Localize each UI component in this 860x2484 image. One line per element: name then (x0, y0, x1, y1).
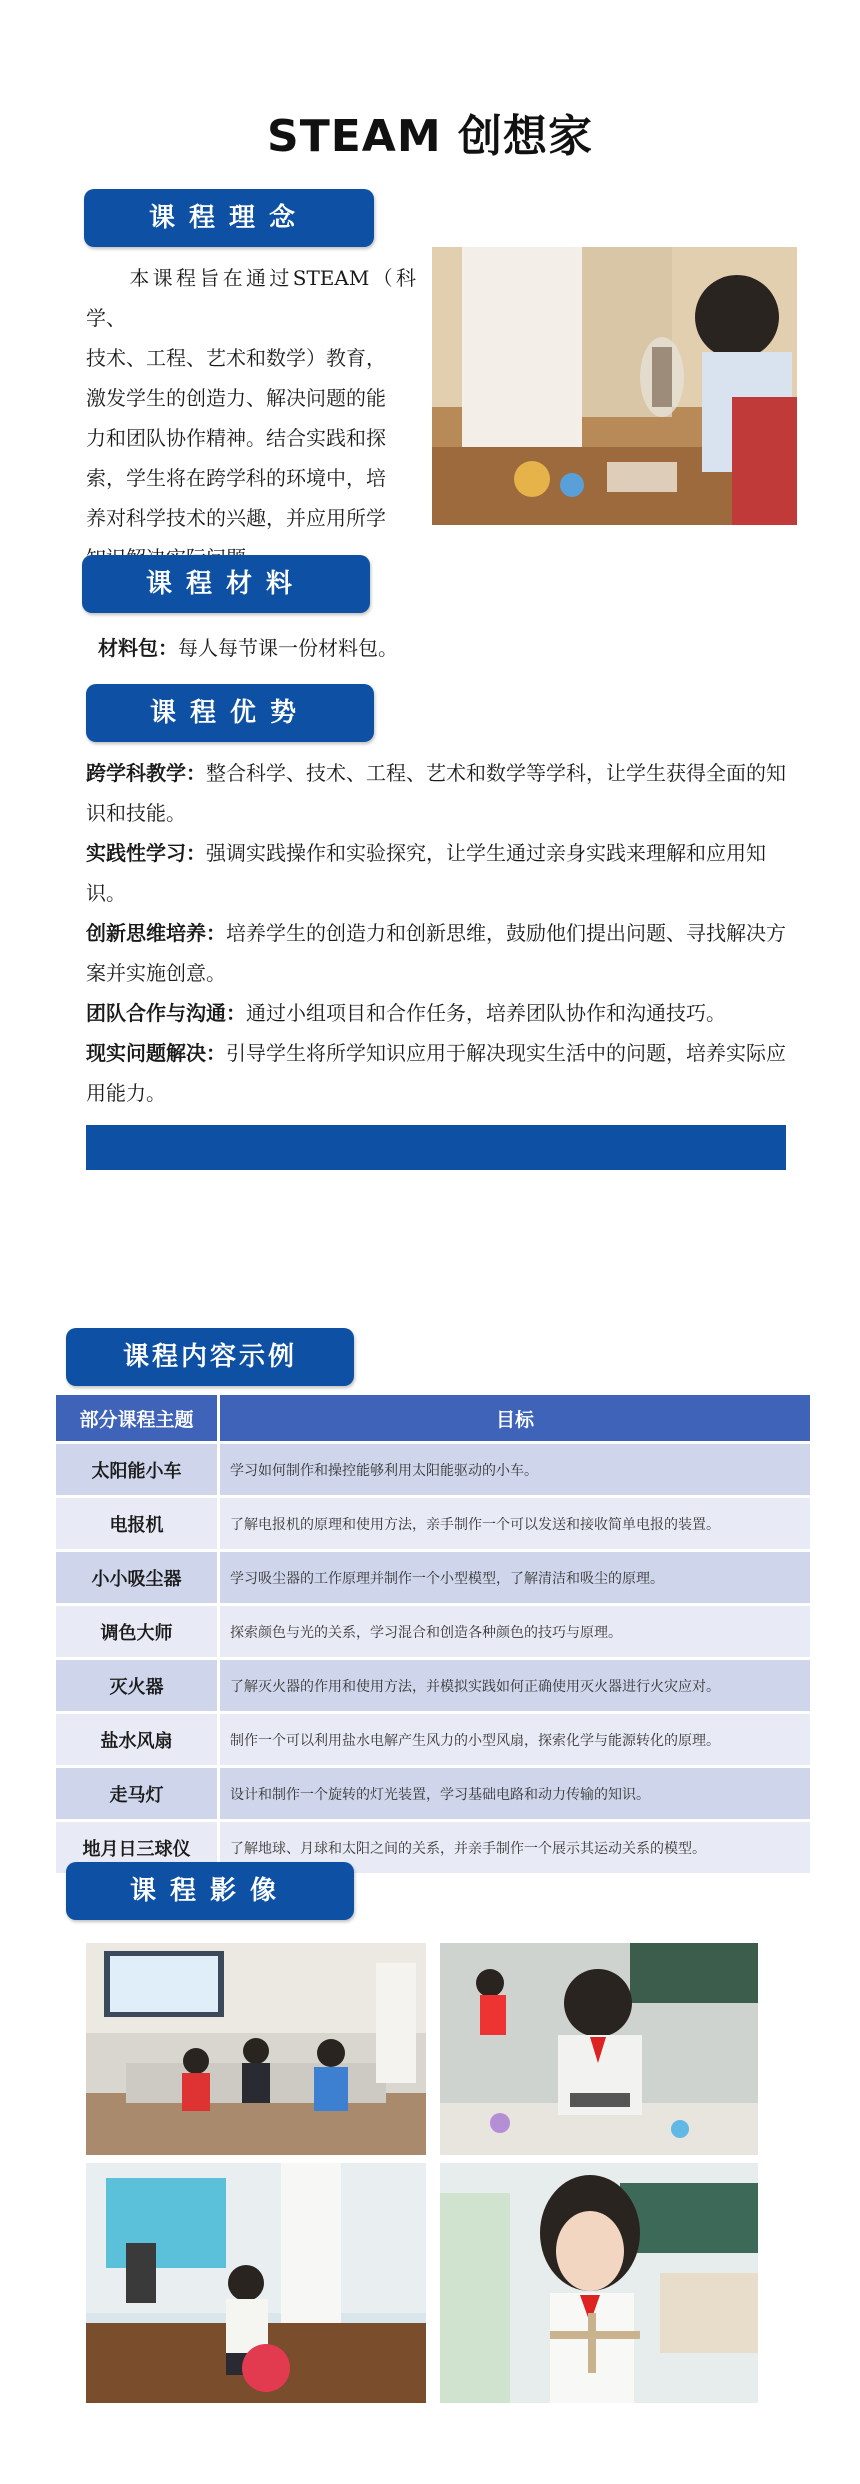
concept-line: 技术、工程、艺术和数学）教育， (86, 346, 386, 370)
advantage-item: 创新思维培养：培养学生的创造力和创新思维，鼓励他们提出问题、寻找解决方案并实施创意。 (86, 921, 786, 985)
advantages-list (86, 753, 786, 1113)
goal-cell: 了解灭火器的作用和使用方法，并模拟实践如何正确使用灭火器进行火灾应对。 (220, 1657, 810, 1711)
advantage-item: 现实问题解决：引导学生将所学知识应用于解决现实生活中的问题，培养实际应用能力。 (86, 1041, 786, 1105)
topic-cell: 盐水风扇 (56, 1711, 220, 1765)
goal-cell: 了解地球、月球和太阳之间的关系，并亲手制作一个展示其运动关系的模型。 (220, 1819, 810, 1873)
column-header-goal: 目标 (220, 1395, 810, 1441)
goal-cell: 学习如何制作和操控能够利用太阳能驱动的小车。 (220, 1441, 810, 1495)
table-row (56, 1657, 810, 1711)
topic-cell: 小小吸尘器 (56, 1549, 220, 1603)
topic-cell: 走马灯 (56, 1765, 220, 1819)
advantage-item: 跨学科教学：整合科学、技术、工程、艺术和数学等学科，让学生获得全面的知识和技能。 (86, 761, 786, 825)
page-title: STEAM 创想家 (267, 111, 593, 162)
advantage-item: 实践性学习：强调实践操作和实验探究，让学生通过亲身实践来理解和应用知识。 (86, 841, 766, 905)
section-heading-examples: 课程内容示例 (66, 1328, 354, 1386)
section-heading-concept: 课程理念 (84, 189, 374, 247)
table-row (56, 1765, 810, 1819)
concept-paragraph (86, 258, 416, 578)
goal-cell: 了解电报机的原理和使用方法，亲手制作一个可以发送和接收简单电报的装置。 (220, 1495, 810, 1549)
materials-text: 每人每节课一份材料包。 (178, 636, 398, 660)
topic-cell: 灭火器 (56, 1657, 220, 1711)
advantage-item: 团队合作与沟通：通过小组项目和合作任务，培养团队协作和沟通技巧。 (86, 1001, 726, 1025)
concept-line: 本课程旨在通过STEAM（科学、 (86, 266, 416, 330)
concept-line: 索，学生将在跨学科的环境中，培 (86, 466, 386, 490)
goal-cell: 设计和制作一个旋转的灯光装置，学习基础电路和动力传输的知识。 (220, 1765, 810, 1819)
topic-cell: 电报机 (56, 1495, 220, 1549)
divider-bar (86, 1125, 786, 1170)
topic-cell: 地月日三球仪 (56, 1819, 220, 1873)
column-header-topic: 部分课程主题 (56, 1395, 220, 1441)
table-row (56, 1603, 810, 1657)
topic-cell: 太阳能小车 (56, 1441, 220, 1495)
goal-cell: 学习吸尘器的工作原理并制作一个小型模型，了解清洁和吸尘的原理。 (220, 1549, 810, 1603)
materials-line (98, 628, 398, 668)
student-balloon-photo (86, 2163, 426, 2403)
section-heading-advantages: 课程优势 (86, 684, 374, 742)
goal-cell: 制作一个可以利用盐水电解产生风力的小型风扇，探索化学与能源转化的原理。 (220, 1711, 810, 1765)
goal-cell: 探索颜色与光的关系，学习混合和创造各种颜色的技巧与原理。 (220, 1603, 810, 1657)
concept-line: 激发学生的创造力、解决问题的能 (86, 386, 386, 410)
table-row (56, 1441, 810, 1495)
course-examples-table (56, 1395, 810, 1873)
lab-experiment-photo (432, 247, 797, 525)
course-examples-table-wrap (56, 1395, 810, 1873)
table-row (56, 1549, 810, 1603)
concept-line: 养对科学技术的兴趣，并应用所学 (86, 506, 386, 530)
section-heading-gallery: 课程影像 (66, 1862, 354, 1920)
student-craft-photo (440, 2163, 758, 2403)
classroom-photo (86, 1943, 426, 2155)
concept-line: 力和团队协作精神。结合实践和探 (86, 426, 386, 450)
student-building-photo (440, 1943, 758, 2155)
topic-cell: 调色大师 (56, 1603, 220, 1657)
section-heading-materials: 课程材料 (82, 555, 370, 613)
table-row (56, 1495, 810, 1549)
materials-label: 材料包： (98, 636, 178, 660)
table-row (56, 1711, 810, 1765)
